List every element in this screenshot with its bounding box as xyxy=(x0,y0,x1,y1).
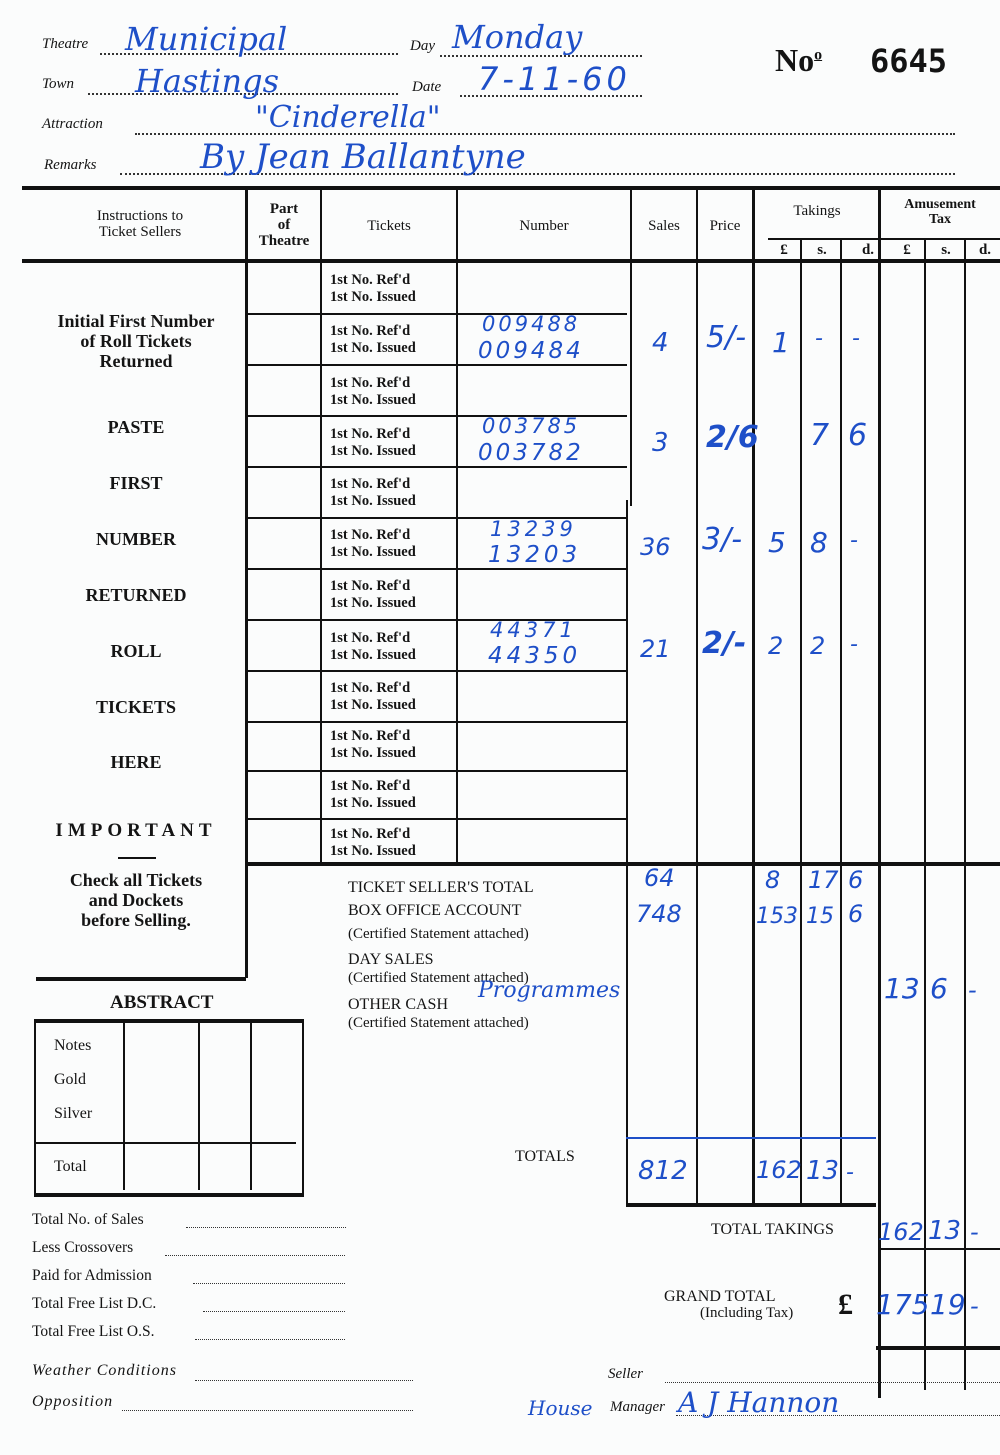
remarks-label: Remarks xyxy=(44,157,97,173)
theatre-value[interactable]: Municipal xyxy=(125,20,288,58)
ticket-label: 1st No. Ref'd 1st No. Issued xyxy=(330,426,416,459)
row-rule xyxy=(247,670,627,672)
row-3-issued[interactable]: 003782 xyxy=(478,440,584,466)
row-1-takings-pence[interactable]: - xyxy=(852,326,860,351)
tax-left xyxy=(878,188,881,1398)
header-number: Number xyxy=(519,218,569,234)
theatre-label: Theatre xyxy=(42,36,89,52)
ticket-label: 1st No. Ref'd 1st No. Issued xyxy=(330,476,416,509)
manager-label: Manager xyxy=(610,1399,665,1415)
header-tickets: Tickets xyxy=(367,218,411,234)
row-3-takings-pence[interactable]: 6 xyxy=(848,418,868,453)
manager-prefix: House xyxy=(528,1396,593,1420)
seller-line[interactable] xyxy=(665,1382,1000,1383)
ticket-sellers-total-label: TICKET SELLER'S TOTAL xyxy=(348,879,534,896)
tax-ls xyxy=(924,240,926,1390)
free-list-dc-label: Total Free List D.C. xyxy=(32,1295,157,1312)
row-7-sales[interactable]: 21 xyxy=(640,635,671,663)
instruction-roll: ROLL xyxy=(110,641,162,661)
takings-pence-header: d. xyxy=(861,242,875,258)
ticket-label: 1st No. Ref'd 1st No. Issued xyxy=(330,375,416,408)
row-rule xyxy=(247,818,627,820)
totals-sales[interactable]: 812 xyxy=(638,1156,688,1186)
abstract-divider xyxy=(250,1022,252,1190)
ticket-label: 1st No. Ref'd 1st No. Issued xyxy=(330,272,416,305)
important-rule xyxy=(118,857,156,859)
abstract-total-rule xyxy=(36,1142,296,1144)
totals-pence[interactable]: - xyxy=(846,1160,854,1185)
free-list-dc-line[interactable] xyxy=(203,1311,345,1312)
takings-ls xyxy=(800,240,802,1206)
totals-bottom-rule xyxy=(626,1203,876,1207)
ticket-sellers-total-sales[interactable]: 64 xyxy=(644,864,675,892)
ticket-sellers-total-pounds[interactable]: 8 xyxy=(765,866,781,894)
row-7-refd[interactable]: 44371 xyxy=(490,618,577,642)
header-instructions: Instructions to Ticket Sellers xyxy=(96,208,184,240)
abstract-divider xyxy=(123,1022,125,1190)
ticket-label: 1st No. Ref'd 1st No. Issued xyxy=(330,778,416,811)
takings-shillings-header: s. xyxy=(817,242,827,258)
row-1-issued[interactable]: 009484 xyxy=(478,338,584,364)
row-5-takings-shillings[interactable]: 8 xyxy=(810,526,828,559)
row-7-takings-pence[interactable]: - xyxy=(850,632,858,657)
row-rule xyxy=(247,568,627,570)
row-rule xyxy=(247,721,627,723)
grand-total-bottom-rule xyxy=(876,1346,1000,1350)
row-7-issued[interactable]: 44350 xyxy=(488,643,582,669)
check-tickets-text: Check all Tickets and Dockets before Selling. xyxy=(69,870,203,930)
sales-price-divider xyxy=(696,188,698,1206)
free-list-os-line[interactable] xyxy=(195,1339,345,1340)
date-label: Date xyxy=(412,79,442,95)
date-value[interactable]: 7-11-60 xyxy=(478,60,631,98)
grand-total-pounds[interactable]: 175 xyxy=(876,1288,930,1321)
important-heading: IMPORTANT xyxy=(55,820,217,841)
tax-shillings-header: s. xyxy=(941,242,951,258)
table-body-bottom-rule xyxy=(247,862,1000,866)
ticket-sellers-total-pence[interactable]: 6 xyxy=(848,866,864,894)
other-cash-tax-pounds[interactable]: 13 xyxy=(884,972,920,1005)
box-office-pence[interactable]: 6 xyxy=(848,900,864,928)
form-number: 6645 xyxy=(870,42,948,80)
sales-left xyxy=(626,500,628,1206)
totals-shillings[interactable]: 13 xyxy=(806,1156,840,1186)
instruction-returned: RETURNED xyxy=(85,585,187,605)
part-divider xyxy=(320,188,322,864)
row-5-takings-pence[interactable]: - xyxy=(850,528,858,553)
instruction-here: HERE xyxy=(110,752,162,772)
day-value[interactable]: Monday xyxy=(452,18,583,56)
abstract-notes: Notes xyxy=(54,1037,92,1054)
row-5-refd[interactable]: 13239 xyxy=(490,517,577,541)
seller-label: Seller xyxy=(608,1366,643,1382)
row-3-takings-shillings[interactable]: 7 xyxy=(810,418,830,453)
abstract-divider xyxy=(198,1022,200,1190)
instruction-number: NUMBER xyxy=(96,529,176,549)
ticket-label: 1st No. Ref'd 1st No. Issued xyxy=(330,630,416,663)
grand-total-shillings[interactable]: 19 xyxy=(930,1288,966,1321)
number-prefix: No$^o$ xyxy=(775,42,823,78)
takings-pounds-header: £ xyxy=(780,242,788,258)
instruction-paste: PASTE xyxy=(107,417,165,437)
abstract-silver: Silver xyxy=(54,1105,93,1122)
box-office-sales[interactable]: 748 xyxy=(636,900,682,928)
instruction-first: FIRST xyxy=(109,473,163,493)
header-sales: Sales xyxy=(648,218,680,234)
ticket-sellers-total-shillings[interactable]: 17 xyxy=(808,866,839,894)
attraction-label: Attraction xyxy=(42,116,103,132)
grand-total-pence[interactable]: - xyxy=(970,1292,979,1320)
town-value[interactable]: Hastings xyxy=(135,62,280,100)
attraction-value[interactable]: "Cinderella" xyxy=(255,100,441,135)
tax-sd xyxy=(964,240,966,1390)
ticket-label: 1st No. Ref'd 1st No. Issued xyxy=(330,680,416,713)
ticket-label: 1st No. Ref'd 1st No. Issued xyxy=(330,527,416,560)
other-cash-tax-shillings[interactable]: 6 xyxy=(930,972,948,1005)
pound-sign: £ xyxy=(838,1288,853,1321)
row-1-sales[interactable]: 4 xyxy=(652,328,669,358)
instruction-tickets: TICKETS xyxy=(95,697,177,717)
box-office-pounds[interactable]: 153 xyxy=(756,904,798,929)
takings-left xyxy=(752,188,755,1206)
header-takings: Takings xyxy=(793,203,841,219)
less-crossovers-label: Less Crossovers xyxy=(32,1239,134,1256)
row-1-price[interactable]: 5/- xyxy=(706,320,747,355)
paid-admission-line[interactable] xyxy=(193,1283,345,1284)
row-1-refd[interactable]: 009488 xyxy=(482,312,581,336)
box-office-sub: (Certified Statement attached) xyxy=(348,926,529,942)
header-bottom-rule xyxy=(22,259,1000,263)
tax-sub-rule xyxy=(880,238,1000,240)
header-amusement-tax: Amusement Tax xyxy=(904,197,976,227)
row-5-issued[interactable]: 13203 xyxy=(488,542,582,568)
row-7-price[interactable]: 2/- xyxy=(702,626,747,661)
ticket-label: 1st No. Ref'd 1st No. Issued xyxy=(330,578,416,611)
less-crossovers-line[interactable] xyxy=(165,1255,345,1256)
instructions-bottom-rule xyxy=(36,977,246,981)
row-5-takings-pounds[interactable]: 5 xyxy=(768,526,786,559)
other-cash-note[interactable]: Programmes xyxy=(478,978,621,1003)
other-cash-tax-pence[interactable]: - xyxy=(968,976,977,1004)
total-takings-label: TOTAL TAKINGS xyxy=(711,1221,834,1238)
grand-total-sub: (Including Tax) xyxy=(700,1305,794,1321)
header-price: Price xyxy=(709,218,741,234)
row-1-takings-pounds[interactable]: 1 xyxy=(772,326,790,359)
total-takings-pounds[interactable]: 162 xyxy=(878,1218,924,1246)
totals-handdrawn-rule xyxy=(626,1137,876,1139)
free-list-os-label: Total Free List O.S. xyxy=(32,1323,155,1340)
initial-first-number-text: Initial First Number of Roll Tickets Returned xyxy=(57,311,215,371)
row-rule xyxy=(247,466,627,468)
row-7-takings-shillings[interactable]: 2 xyxy=(810,632,826,660)
ticket-label: 1st No. Ref'd 1st No. Issued xyxy=(330,323,416,356)
remarks-value[interactable]: By Jean Ballantyne xyxy=(200,137,526,177)
grand-total-label: GRAND TOTAL xyxy=(664,1288,776,1305)
total-sales-line[interactable] xyxy=(186,1227,346,1228)
abstract-gold: Gold xyxy=(54,1071,86,1088)
tickets-divider xyxy=(456,188,458,864)
tax-pence-header: d. xyxy=(978,242,992,258)
row-3-sales[interactable]: 3 xyxy=(652,428,669,458)
total-takings-shillings[interactable]: 13 xyxy=(928,1216,962,1246)
number-divider-top xyxy=(630,188,632,506)
opposition-label: Opposition xyxy=(32,1393,114,1410)
total-takings-pence[interactable]: - xyxy=(970,1218,979,1246)
header-top-rule xyxy=(22,186,1000,190)
row-7-takings-pounds[interactable]: 2 xyxy=(768,632,784,660)
tax-pounds-header: £ xyxy=(903,242,911,258)
manager-signature[interactable]: A J Hannon xyxy=(678,1386,840,1419)
instructions-divider xyxy=(245,188,248,978)
abstract-total: Total xyxy=(54,1158,87,1175)
weather-line[interactable] xyxy=(195,1380,413,1381)
ticket-label: 1st No. Ref'd 1st No. Issued xyxy=(330,728,416,761)
takings-sd xyxy=(840,240,842,1206)
box-office-label: BOX OFFICE ACCOUNT xyxy=(348,902,522,919)
total-takings-rule xyxy=(878,1248,1000,1250)
total-sales-label: Total No. of Sales xyxy=(32,1211,144,1228)
row-5-sales[interactable]: 36 xyxy=(640,533,671,561)
day-label: Day xyxy=(410,38,435,54)
takings-sub-rule xyxy=(768,238,880,240)
town-label: Town xyxy=(42,76,74,92)
row-5-price[interactable]: 3/- xyxy=(702,522,743,557)
paid-admission-label: Paid for Admission xyxy=(32,1267,152,1284)
day-sales-label: DAY SALES xyxy=(348,951,434,968)
box-office-shillings[interactable]: 15 xyxy=(806,904,834,929)
row-rule xyxy=(247,770,627,772)
weather-label: Weather Conditions xyxy=(32,1362,177,1379)
row-3-price[interactable]: 2/6 xyxy=(706,420,759,455)
opposition-line[interactable] xyxy=(122,1410,413,1411)
other-cash-label: OTHER CASH xyxy=(348,996,449,1013)
header-part-of-theatre: Part of Theatre xyxy=(258,201,310,249)
row-rule xyxy=(247,364,627,366)
other-cash-sub: (Certified Statement attached) xyxy=(348,1015,529,1031)
row-1-takings-shillings[interactable]: - xyxy=(815,326,823,351)
ticket-label: 1st No. Ref'd 1st No. Issued xyxy=(330,826,416,859)
day-sales-sub: (Certified Statement attached) xyxy=(348,970,529,986)
totals-label: TOTALS xyxy=(515,1148,575,1165)
abstract-title: ABSTRACT xyxy=(110,992,214,1013)
row-3-refd[interactable]: 003785 xyxy=(482,414,581,438)
totals-pounds[interactable]: 162 xyxy=(756,1156,802,1184)
